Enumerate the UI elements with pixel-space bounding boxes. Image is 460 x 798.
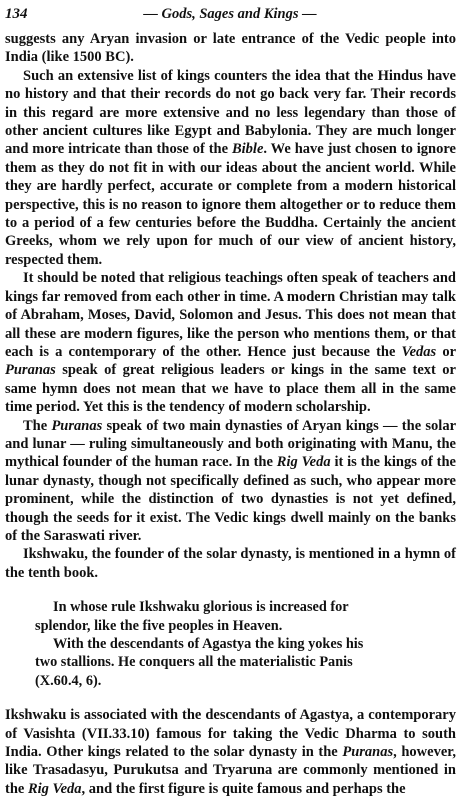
paragraph-4-text-a: The [23,417,52,434]
paragraph-3-italic-2: Puranas [5,362,56,379]
paragraph-4-italic-1: Puranas [51,417,103,434]
paragraph-6-text-b: , however, like Trasadasyu, Purukutsa and Tryaruna are commonly mentioned in the [5,744,456,797]
page-header [5,6,456,30]
paragraph-3-italic-1: Vedas [401,343,437,360]
paragraph-6-text-a: Ikshwaku is associated with the descendants of Agastya, a contemporary of Vasishta (VII.33.10) famous for taking the Vedic Dharma to south India. Other kings related to the solar dynasty in the [5,707,456,761]
quote-verse-1 [35,598,432,635]
paragraph-6-text-c: , and the first figure is quite famous and perhaps the [81,780,406,797]
body-text [5,30,456,582]
paragraph-3 [5,269,456,416]
page-number: 134 [5,6,28,22]
paragraph-3-text-b: or [436,343,457,360]
quote-line: two stallions. He conquers all the materialistic Panis [35,654,353,671]
paragraph-6-italic-1: Puranas [342,744,394,761]
paragraph-1-text: suggests any Aryan invasion or late entrance of the Vedic people into India (like 1500 BC). [5,31,456,66]
paragraph-2-text-b: . We have just chosen to ignore them as they do not fit in with our ideas about the ancient world. While they are hardly perfect, accurate or complete from a modern historical perspective, this is no reason to ignore them altogether or to reduce them to a period of a few centuries before the Buddha. Certainly the ancient Greeks, whom we rely upon for much of our view of ancient history, respected them. [5,141,456,268]
running-title: — Gods, Sages and Kings — [143,6,317,22]
paragraph-4-italic-2: Rig Veda [276,454,331,471]
paragraph-2-italic: Bible [231,141,264,158]
paragraph-4-text-c: it is the kings of the lunar dynasty, though not specifically defined as such, who appear more prominent, while the distinction of two dynasties is not yet defined, though the seeds for it exist. The Vedic kings dwell mainly on the banks of the Saraswati river. [5,454,456,544]
paragraph-2-text-a: Such an extensive list of kings counters the idea that the Hindus have no history and that their records do not go back very far. Their records in this regard are more extensive and no less legendary than those of other ancient cultures like Egypt and Babylonia. They are much longer and more intricate than those of the [5,67,456,158]
paragraph-5 [5,545,456,582]
quote-line: (X.60.4, 6). [35,672,102,689]
paragraph-6 [5,706,456,798]
block-quote [35,598,432,690]
paragraph-4-text-b: speak of two main dynasties of Aryan kings — the solar and lunar — ruling simultaneously and both originating with Manu, the mythical founder of the human race. In the [5,417,457,471]
paragraph-3-text-c: speak of great religious leaders or kings in the same text or same hymn does not mean that we have to place them all in the same time period. Yet this is the tendency of modern scholarship. [5,362,456,416]
quote-verse-2 [35,635,432,690]
body-text-continued [5,706,456,798]
paragraph-1 [5,30,456,67]
paragraph-3-text-a: It should be noted that religious teachings often speak of teachers and kings far removed from each other in time. A modern Christian may talk of Abraham, Moses, David, Solomon and Jesus. This does not mean that all these are modern figures, like the person who mentions them, or that each is a contemporary of the other. Hence just because the [5,270,456,360]
quote-line: splendor, like the five peoples in Heaven. [35,617,283,634]
paragraph-5-text: Ikshwaku, the founder of the solar dynasty, is mentioned in a hymn of the tenth book. [5,546,456,581]
quote-line: With the descendants of Agastya the king yokes his [53,636,364,652]
paragraph-2 [5,67,456,269]
paragraph-4 [5,417,456,546]
quote-line: In whose rule Ikshwaku glorious is increased for [53,599,349,616]
paragraph-6-italic-2: Rig Veda [27,780,82,797]
